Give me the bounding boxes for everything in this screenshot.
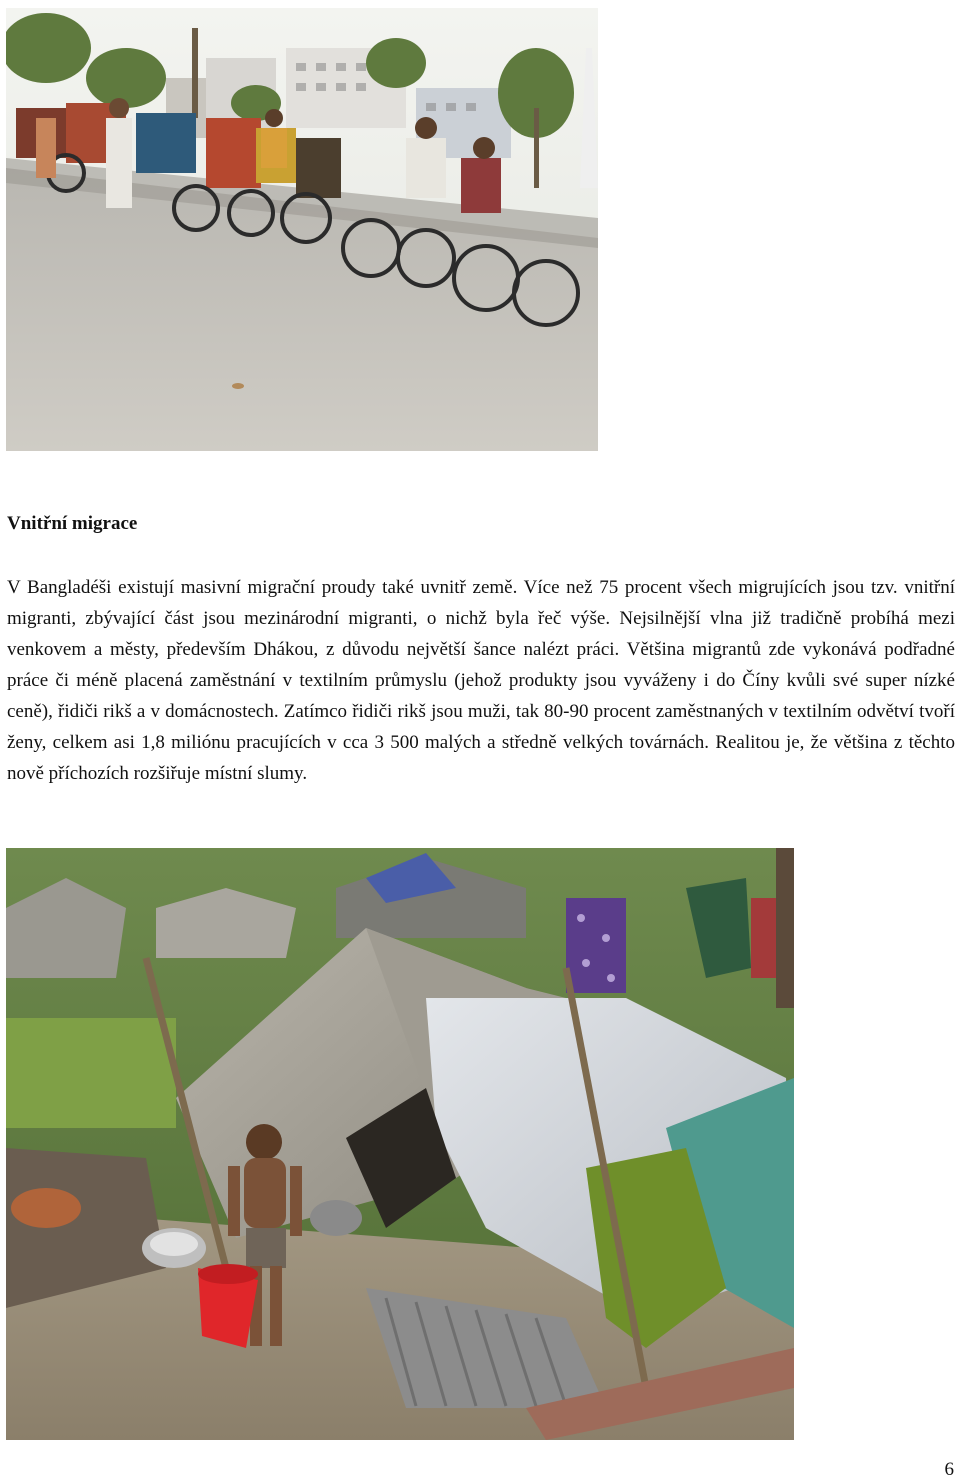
street-rickshaws-illustration: [6, 8, 598, 451]
slum-tent-photo: [6, 848, 794, 1440]
body-paragraph: V Bangladéši existují masivní migrační proudy také uvnitř země. Více než 75 procent všech migrujících jsou tzv. vnitřní migranti, zbývající část jsou mezinárodní migranti, o nichž byla řeč výše. Nejsilnější vlna již tradičně probíhá mezi venkovem a městy, především Dhákou, z důvodu největší šance nalézt práci. Většina migrantů zde vykonává podřadné práce či méně placená zaměstnání v textilním průmyslu (jehož produkty jsou vyváženy i do Číny kvůli své super nízké ceně), řidiči rikš a v domácnostech. Zatímco řidiči rikš jsou muži, tak 80-90 procent zaměstnaných v textilním odvětví tvoří ženy, celkem asi 1,8 miliónu pracujících v cca 3 500 malých a středně velkých továrnách. Realitou je, že většina z těchto nově příchozích rozšiřuje místní slumy.: [7, 577, 955, 784]
section-heading: Vnitřní migrace: [7, 513, 138, 534]
slum-tent-illustration: [6, 848, 794, 1440]
page-number: 6: [944, 1459, 954, 1480]
street-rickshaws-photo: [6, 8, 598, 451]
